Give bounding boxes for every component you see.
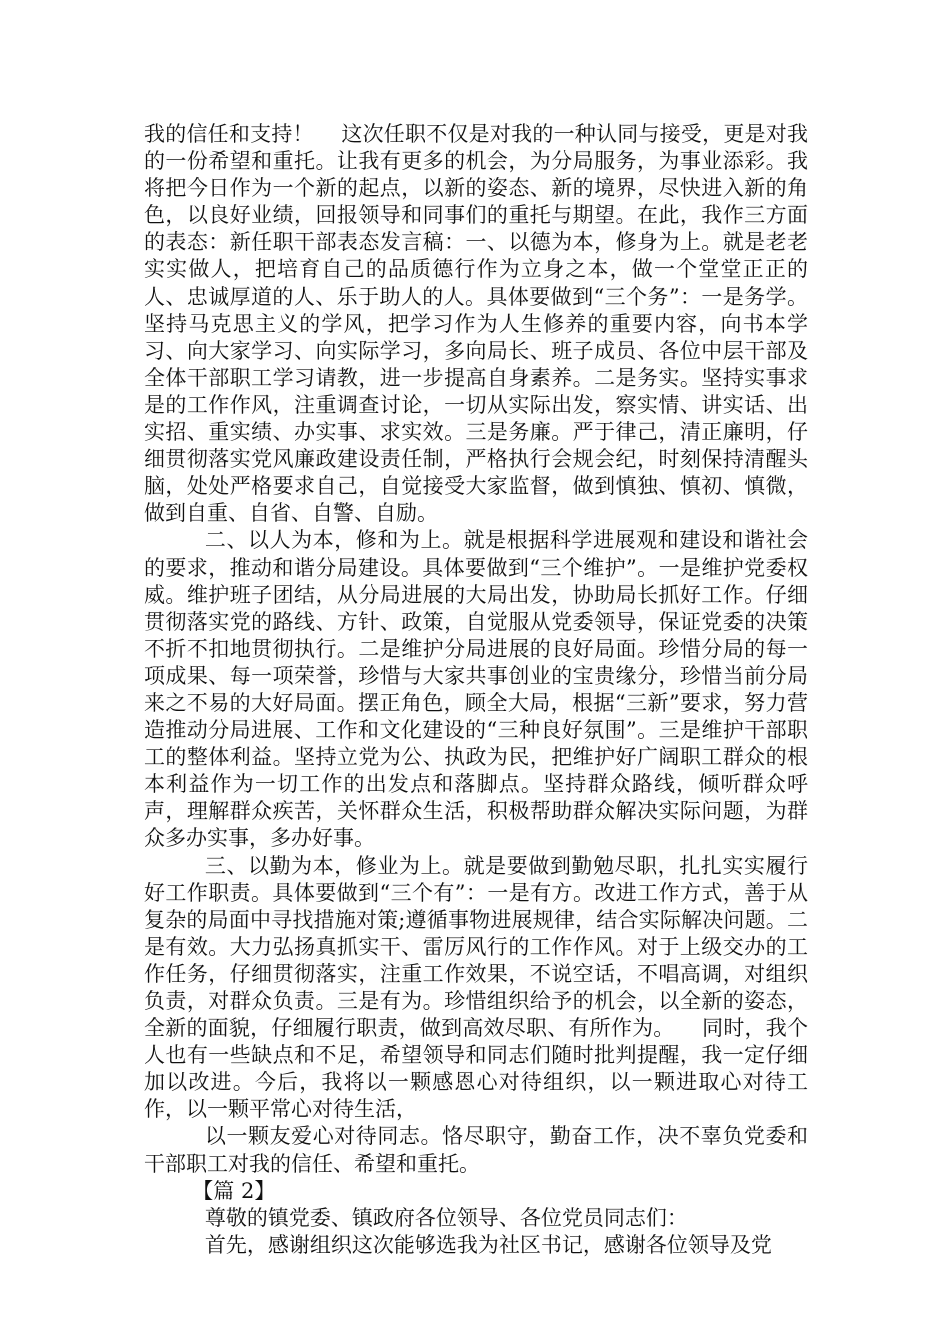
paragraph-1: 我的信任和支持！ 这次任职不仅是对我的一种认同与接受，更是对我的一份希望和重托。让我有更多的机会，为分局服务，为事业添彩。我将把今日作为一个新的起点，以新的姿态、新的境界，尽快进入新的角色，以良好业绩，回报领导和同事们的重托与期望。在此，我作三方面的表态：新任职干部表态发言稿：一、以德为本，修身为上。就是老老实实做人，把培育自己的品质德行作为立身之本，做一个堂堂正正的人、忠诚厚道的人、乐于助人的人。具体要做到“三个务”：一是务学。坚持马克思主义的学风，把学习作为人生修养的重要内容，向书本学习、向大家学习、向实际学习，多向局长、班子成员、各位中层干部及全体干部职工学习请教，进一步提高自身素养。二是务实。坚持实事求是的工作作风，注重调查讨论，一切从实际出发，察实情、讲实话、出实招、重实绩、办实事、求实效。三是务廉。严于律己，清正廉明，仔细贯彻落实党风廉政建设责任制，严格执行会规会纪，时刻保持清醒头脑，处处严格要求自己，自觉接受大家监督，做到慎独、慎初、慎微，做到自重、自省、自警、自励。 — [144, 122, 808, 526]
opening-line: 首先，感谢组织这次能够选我为社区书记，感谢各位领导及党 — [204, 1232, 772, 1257]
paragraph-3: 三、以勤为本，修业为上。就是要做到勤勉尽职，扎扎实实履行好工作职责。具体要做到“三个有”：一是有方。改进工作方式，善于从复杂的局面中寻找措施对策;遵循事物进展规律，结合实际解决问题。二是有效。大力弘扬真抓实干、雷厉风行的工作作风。对于上级交办的工作任务，仔细贯彻落实，注重工作效果，不说空话，不唱高调，对组织负责，对群众负责。三是有为。珍惜组织给予的机会，以全新的姿态，全新的面貌，仔细履行职责，做到高效尽职、有所作为。 同时，我个人也有一些缺点和不足，希望领导和同志们随时批判提醒，我一定仔细加以改进。今后，我将以一颗感恩心对待组织，以一颗进取心对待工作，以一颗平常心对待生活， — [144, 853, 808, 1122]
section-title: 【篇 2】 — [192, 1178, 276, 1203]
greeting-line: 尊敬的镇党委、镇政府各位领导、各位党员同志们： — [204, 1205, 688, 1230]
paragraph-2: 二、以人为本，修和为上。就是根据科学进展观和建设和谐社会的要求，推动和谐分局建设。具体要做到“三个维护”。一是维护党委权威。维护班子团结，从分局进展的大局出发，协助局长抓好工作。仔细贯彻落实党的路线、方针、政策，自觉服从党委领导，保证党委的决策不折不扣地贯彻执行。二是维护分局进展的良好局面。珍惜分局的每一项成果、每一项荣誉，珍惜与大家共事创业的宝贵缘分，珍惜当前分局来之不易的大好局面。摆正角色，顾全大局，根据“三新”要求，努力营造推动分局进展、工作和文化建设的“三种良好氛围”。三是维护干部职工的整体利益。坚持立党为公、执政为民，把维护好广阔职工群众的根本利益作为一切工作的出发点和落脚点。坚持群众路线，倾听群众呼声，理解群众疾苦，关怀群众生活，积极帮助群众解决实际问题，为群众多办实事，多办好事。 — [144, 528, 808, 851]
paragraph-4: 以一颗友爱心对待同志。恪尽职守，勤奋工作，决不辜负党委和干部职工对我的信任、希望和重托。 — [144, 1124, 808, 1176]
document-page — [144, 121, 808, 1259]
